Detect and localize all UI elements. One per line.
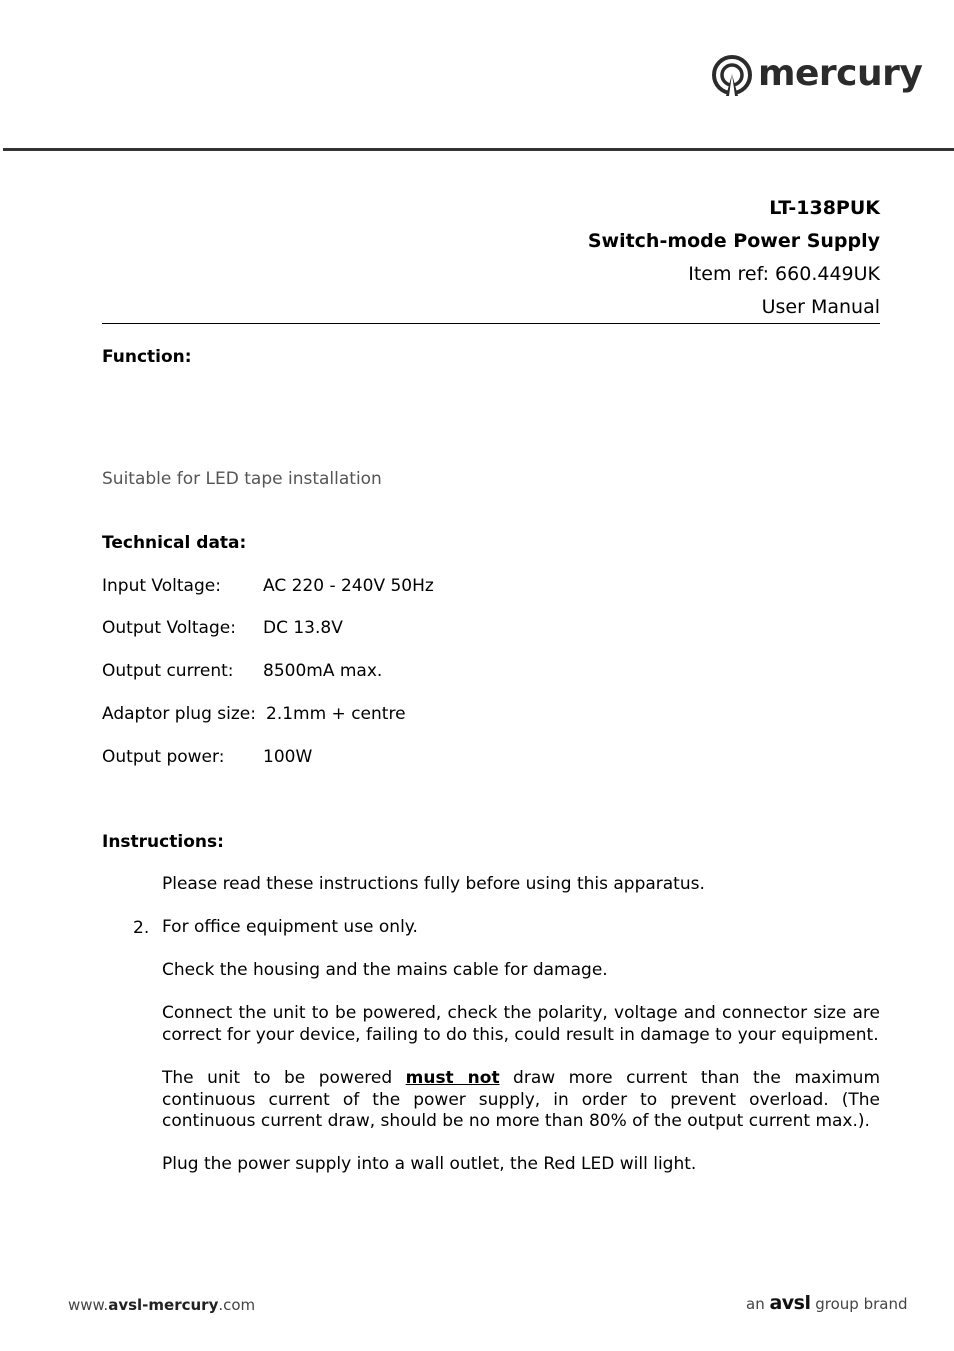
instructions-heading: Instructions: (102, 832, 224, 852)
instruction-5-post: draw more current than the maximum continuous current of the power supply, in order to prevent overload. (The continuous current draw, should be no more than 80% of the output current max.). (162, 1068, 881, 1131)
document-header (380, 192, 880, 324)
instruction-5 (162, 1068, 880, 1133)
spec-label-output-current: Output current: (102, 661, 234, 681)
avsl-brand-logo: avsl (769, 1292, 811, 1314)
model-number: LT-138PUK (769, 197, 880, 219)
function-text: Suitable for LED tape installation (102, 469, 382, 489)
spec-label-plug-size: Adaptor plug size: (102, 704, 256, 724)
footer-domain: avsl-mercury (108, 1296, 219, 1314)
technical-heading: Technical data: (102, 533, 247, 553)
spec-value-plug-size: 2.1mm + centre (266, 704, 406, 724)
footer-www: www. (68, 1296, 109, 1314)
instruction-5-pre: The unit to be powered (162, 1068, 406, 1088)
function-heading: Function: (102, 347, 192, 367)
document-type: User Manual (761, 296, 880, 318)
mercury-signal-icon (710, 54, 756, 100)
footer-group-text: group brand (810, 1295, 908, 1313)
footer-website (68, 1295, 255, 1315)
instruction-3: Check the housing and the mains cable for damage. (162, 960, 608, 980)
spec-value-output-current: 8500mA max. (263, 661, 383, 681)
header-divider (3, 148, 954, 151)
instruction-2-number: 2. (133, 918, 150, 938)
footer-an: an (746, 1295, 770, 1313)
spec-value-output-power: 100W (263, 747, 313, 767)
instruction-1: Please read these instructions fully before using this apparatus. (162, 874, 705, 894)
product-name: Switch-mode Power Supply (587, 230, 880, 252)
title-divider (102, 323, 880, 324)
mercury-logo (708, 52, 928, 102)
logo-wordmark: mercury (758, 53, 923, 94)
instruction-6: Plug the power supply into a wall outlet, the Red LED will light. (162, 1154, 697, 1174)
spec-label-output-power: Output power: (102, 747, 225, 767)
must-not-emphasis: must not (405, 1068, 500, 1088)
spec-label-output-voltage: Output Voltage: (102, 618, 236, 638)
instruction-2: For office equipment use only. (162, 917, 418, 937)
spec-value-output-voltage: DC 13.8V (263, 618, 343, 638)
item-reference: Item ref: 660.449UK (688, 263, 880, 285)
footer-tld: .com (218, 1296, 256, 1314)
footer-group-brand (746, 1293, 908, 1314)
instruction-4: Connect the unit to be powered, check the polarity, voltage and connector size are correct for your device, failing to do this, could result in damage to your equipment. (162, 1003, 880, 1045)
spec-value-input-voltage: AC 220 - 240V 50Hz (263, 576, 434, 596)
spec-label-input-voltage: Input Voltage: (102, 576, 221, 596)
